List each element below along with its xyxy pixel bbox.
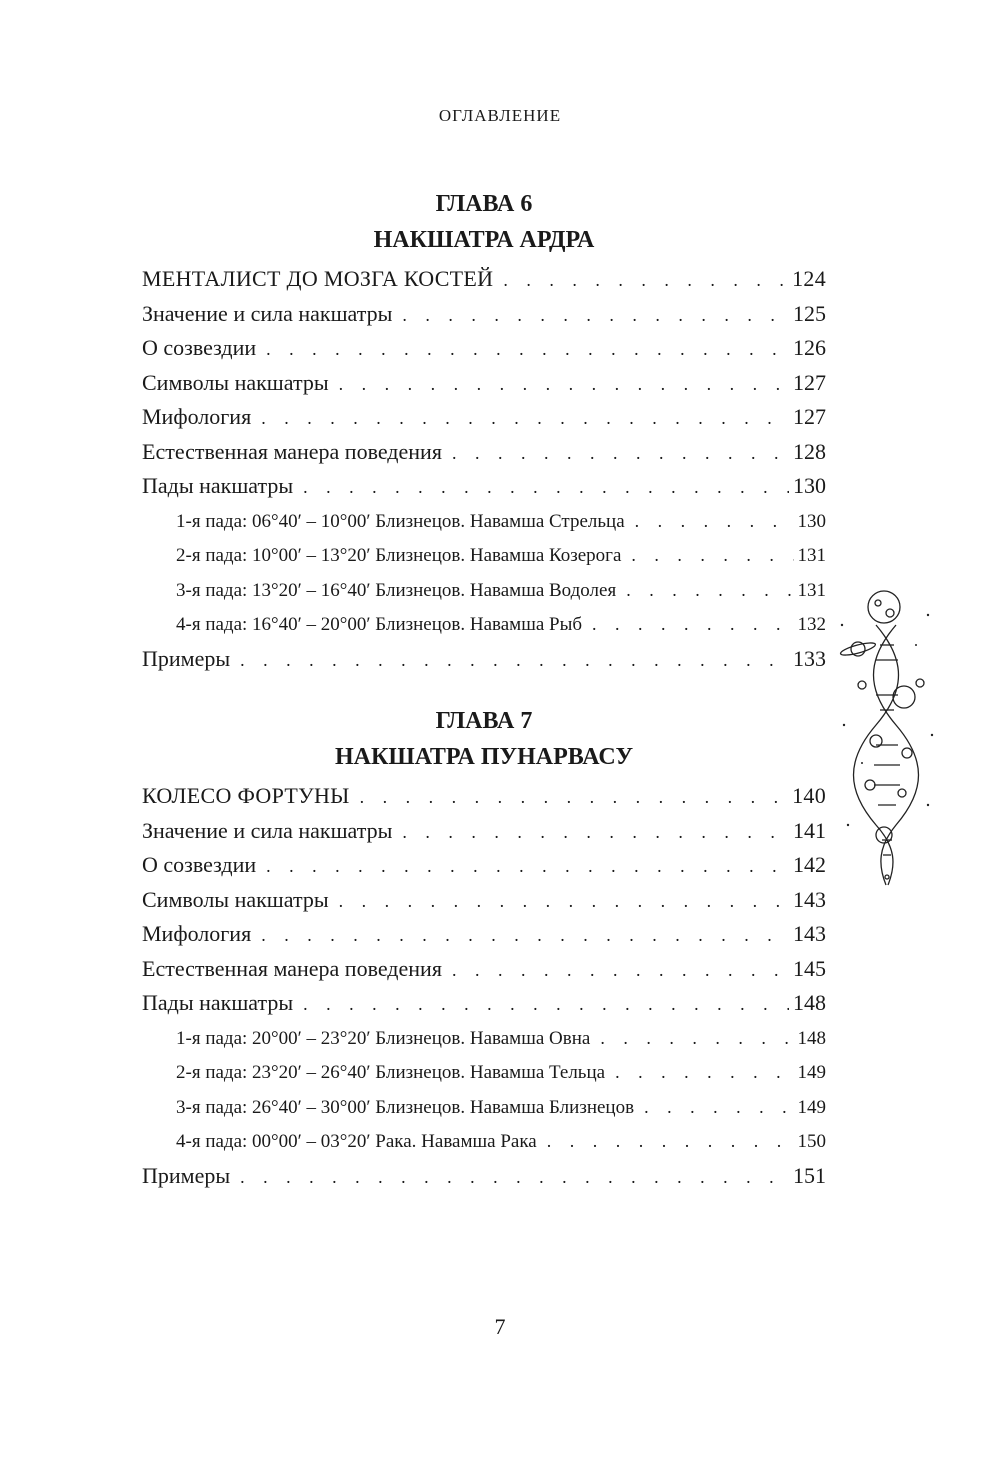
toc-entry-title: Значение и сила накшатры [142,817,393,843]
toc-page-number: 150 [797,1131,826,1152]
toc-page-number: 145 [793,955,826,981]
toc-entry-title: Символы накшатры [142,886,329,912]
toc-entry-title: Естественная манера поведения [142,438,442,464]
toc-entry-title: МЕНТАЛИСТ ДО МОЗГА КОСТЕЙ [142,266,494,291]
toc-entry-title: КОЛЕСО ФОРТУНЫ [142,783,350,808]
toc-page-number: 142 [793,852,826,877]
toc-page-number: 130 [797,510,826,532]
toc-page-number: 143 [793,886,826,912]
toc-entry-title: 2-я пада: 10°00′ – 13°20′ Близнецов. Навамша Козерога [176,545,622,566]
dot-leader [266,849,789,884]
toc-entry[interactable] [142,1159,826,1194]
toc-page-number: 124 [792,266,826,291]
toc-page-number: 132 [797,614,826,635]
toc-entry-title: О созвездии [142,852,257,877]
toc-entry-title: 2-я пада: 23°20′ – 26°40′ Близнецов. Навамша Тельца [176,1062,606,1083]
toc-subentry[interactable] [142,1090,826,1125]
toc-entry-title: Значение и сила накшатры [142,300,393,326]
toc-entry-title: Пады накшатры [142,473,294,498]
toc-page-number: 149 [797,1062,826,1083]
dot-leader [452,953,789,988]
dot-leader [547,1124,794,1159]
dot-leader [402,815,789,850]
toc-subentry[interactable] [142,1124,826,1159]
toc-entry-title: 4-я пада: 00°00′ – 03°20′ Рака. Навамша Рака [176,1131,537,1152]
dot-leader [402,298,789,333]
toc-page-number: 127 [793,404,826,429]
toc-entry-title: Примеры [142,645,231,671]
toc-subentry[interactable] [142,504,826,539]
running-head: ОГЛАВЛЕНИЕ [438,106,562,125]
toc-subentry[interactable] [142,607,826,642]
toc-entry-title: О созвездии [142,335,257,360]
toc-entry[interactable] [142,917,826,952]
chapter-6-section [142,186,826,676]
dot-leader [615,1055,793,1090]
toc-page-number: 133 [793,645,826,671]
toc-entry[interactable] [142,400,826,435]
toc-entry[interactable] [142,883,826,918]
toc-page-number: 140 [792,783,826,808]
dot-leader [240,1160,789,1195]
toc-entry-title: Примеры [142,1162,231,1188]
toc-subentry[interactable] [142,538,826,573]
toc-entry[interactable] [142,297,826,332]
toc-entry[interactable] [142,262,826,297]
toc-page-number: 151 [793,1162,826,1188]
dot-leader [261,401,789,436]
dot-leader [631,538,793,573]
toc-page-number: 127 [793,369,826,395]
toc-page-number: 141 [793,817,826,843]
dot-leader [303,470,789,505]
dot-leader [452,436,789,471]
dot-leader [339,367,789,402]
dot-leader [503,263,788,298]
toc-entry[interactable] [142,642,826,677]
toc-entry-title: Мифология [142,404,252,429]
toc-page-number: 125 [793,300,826,326]
toc-entry[interactable] [142,779,826,814]
toc-entry-title: Пады накшатры [142,990,294,1015]
dot-leader [240,643,789,678]
toc-page-number: 131 [797,579,826,601]
toc-subentry[interactable] [142,573,826,608]
chapter-label: ГЛАВА 7 [435,708,533,734]
toc-entry[interactable] [142,848,826,883]
toc-page-number: 143 [793,921,826,946]
chapter-title: НАКШАТРА ПУНАРВАСУ [334,744,634,770]
dot-leader [644,1090,793,1125]
toc-entry-title: Мифология [142,921,252,946]
toc-entry-title: 3-я пада: 13°20′ – 16°40′ Близнецов. Навамша Водолея [176,579,617,601]
toc-page-number: 148 [793,990,826,1015]
dot-leader [261,918,789,953]
toc-entry[interactable] [142,986,826,1021]
toc-entry-title: 1-я пада: 06°40′ – 10°00′ Близнецов. Навамша Стрельца [176,510,625,532]
chapter-7-section [142,703,826,1193]
toc-entry-title: 4-я пада: 16°40′ – 20°00′ Близнецов. Навамша Рыб [176,614,583,635]
toc-entry[interactable] [142,814,826,849]
toc-entry[interactable] [142,366,826,401]
dot-leader [626,573,793,608]
dot-leader [339,884,789,919]
toc-page-number: 131 [797,545,826,566]
dot-leader [360,780,788,815]
toc-subentry[interactable] [142,1055,826,1090]
toc-entry[interactable] [142,331,826,366]
dot-leader [592,607,793,642]
toc-entry-title: 1-я пада: 20°00′ – 23°20′ Близнецов. Навамша Овна [176,1027,591,1049]
toc-entry[interactable] [142,952,826,987]
dot-leader [600,1021,793,1056]
toc-entry[interactable] [142,469,826,504]
toc-entry-title: 3-я пада: 26°40′ – 30°00′ Близнецов. Навамша Близнецов [176,1096,635,1118]
chapter-title: НАКШАТРА АРДРА [373,227,595,253]
toc-entry[interactable] [142,435,826,470]
dot-leader [635,504,794,539]
toc-page-number: 126 [793,335,826,360]
page-number: 7 [494,1314,506,1339]
dna-planets-icon [832,585,942,895]
toc-subentry[interactable] [142,1021,826,1056]
toc-entry-title: Естественная манера поведения [142,955,442,981]
dot-leader [303,987,789,1022]
toc-page-number: 128 [793,438,826,464]
dot-leader [266,332,789,367]
chapter-label: ГЛАВА 6 [435,191,533,217]
toc-entry-title: Символы накшатры [142,369,329,395]
toc-page-number: 148 [797,1027,826,1049]
toc-page-number: 149 [797,1096,826,1118]
toc-page-number: 130 [793,473,826,498]
